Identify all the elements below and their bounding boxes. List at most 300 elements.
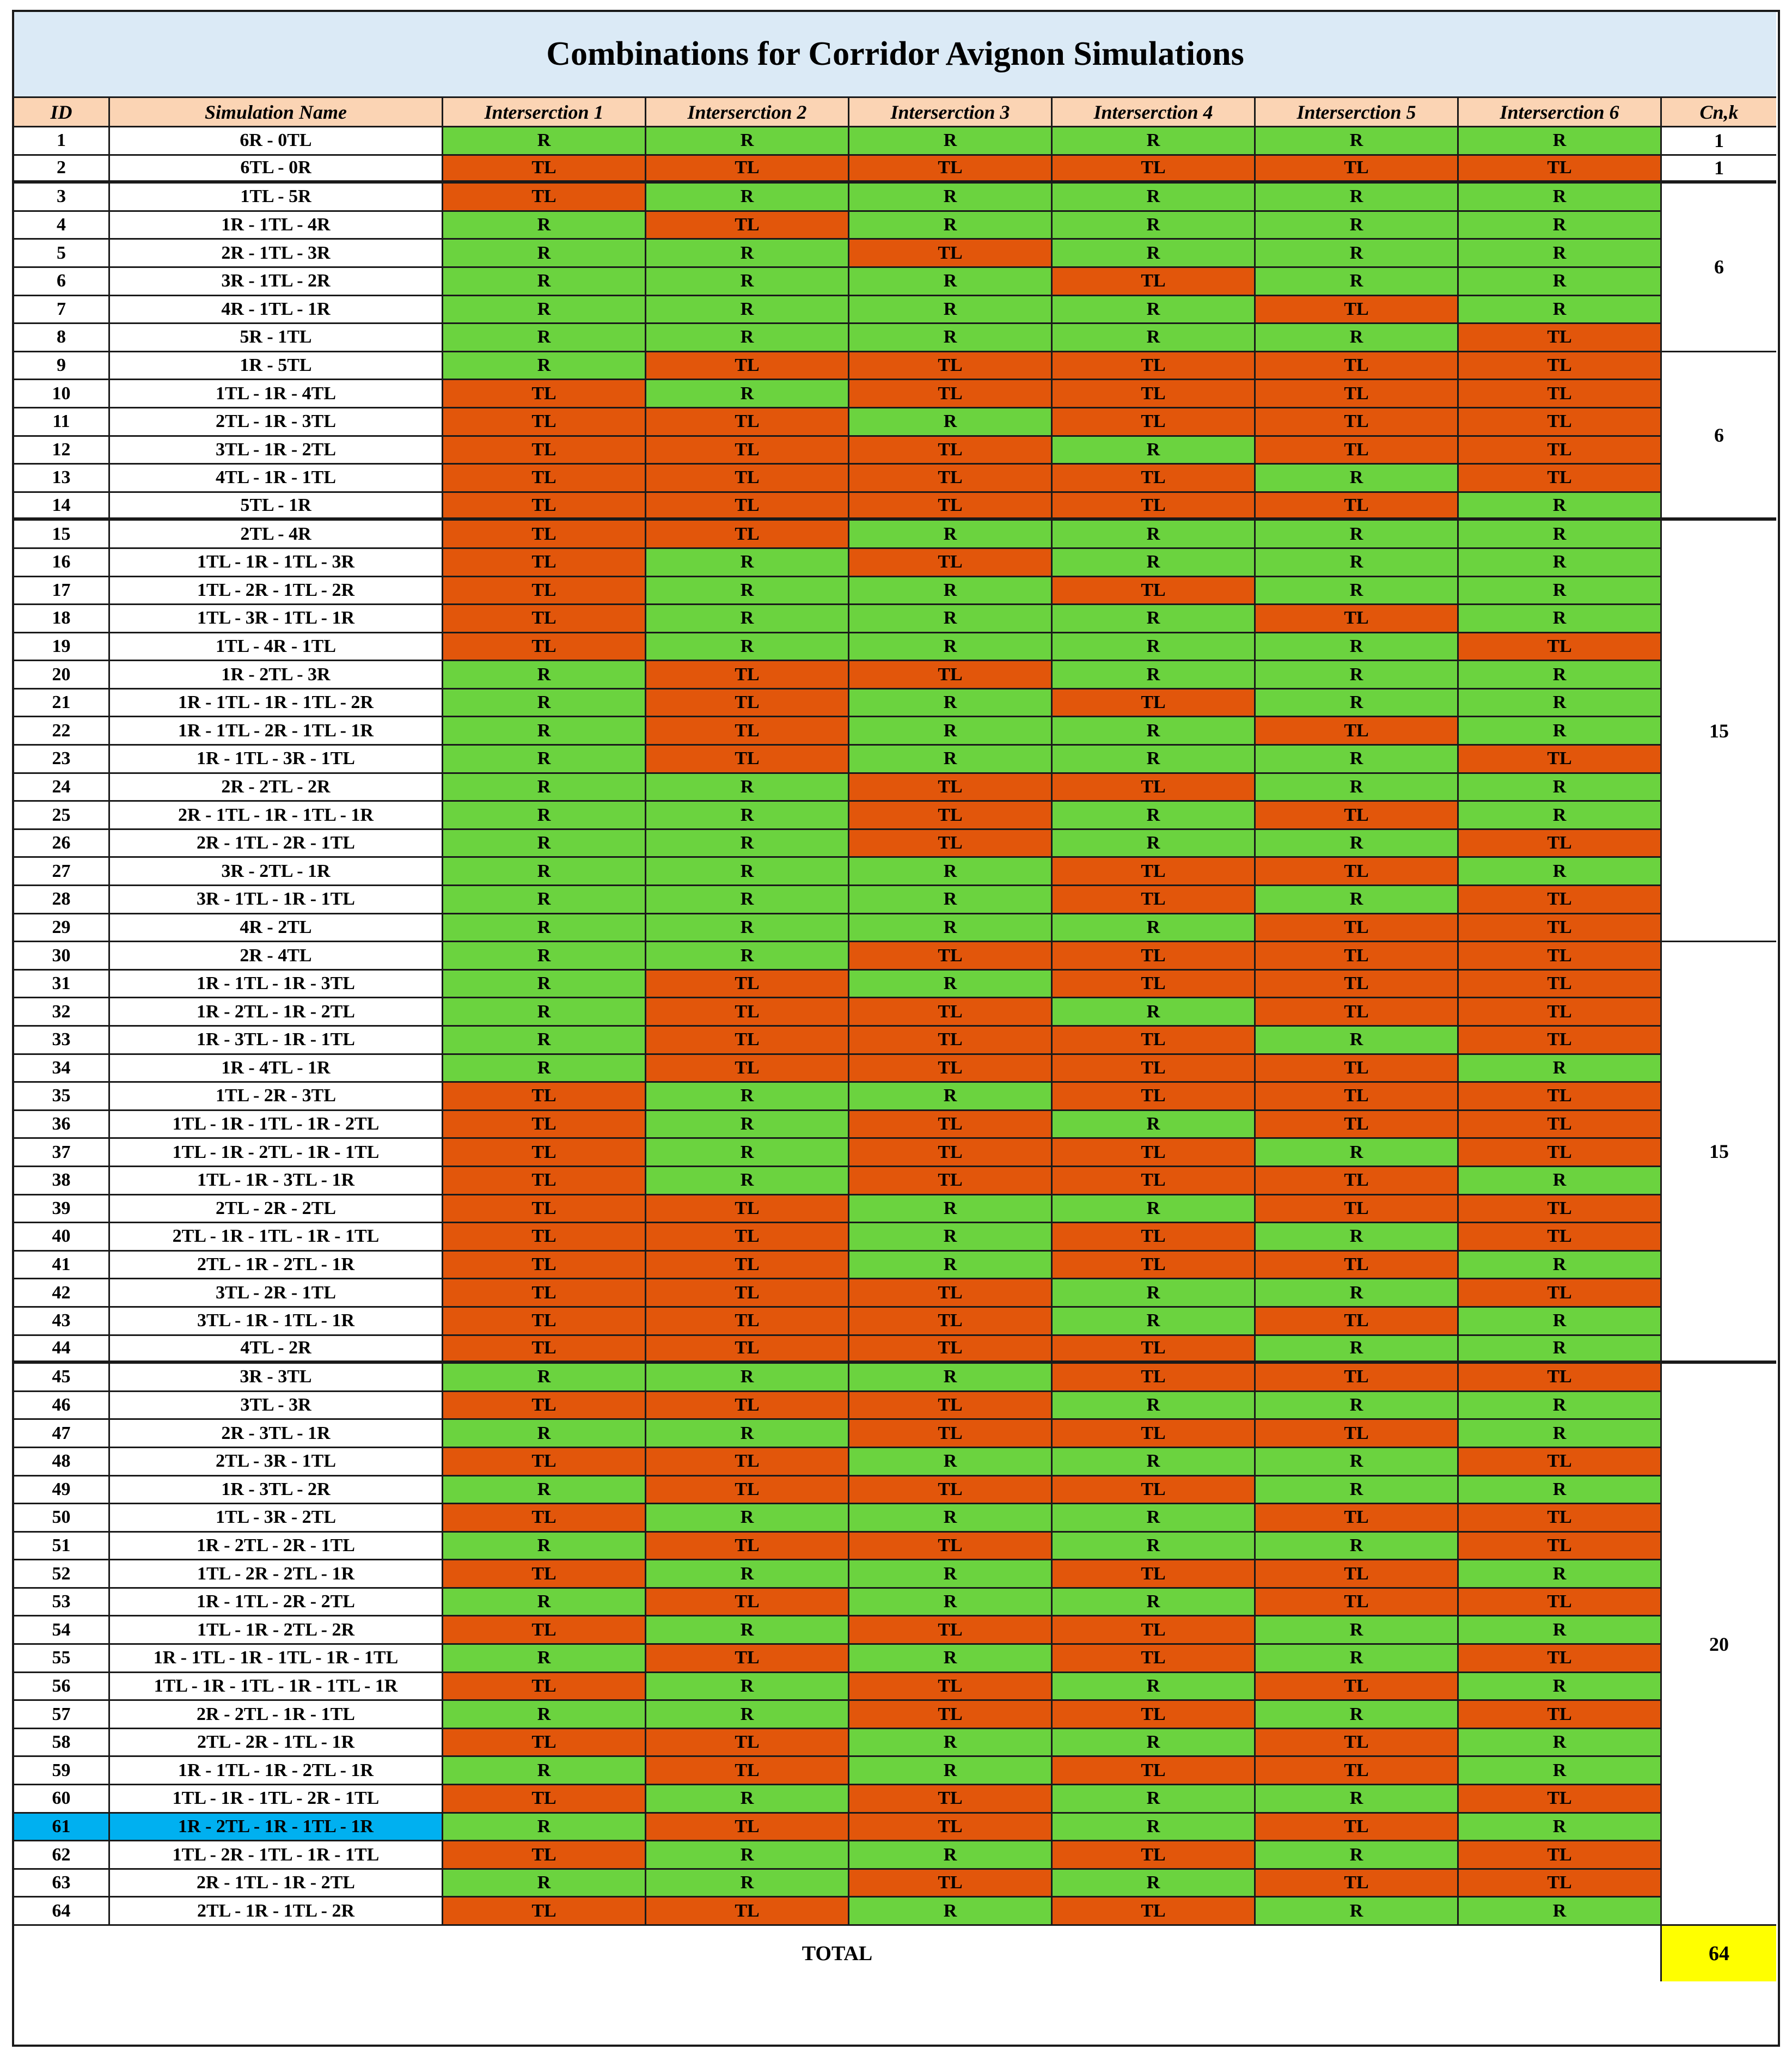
intersection-cell: TL (646, 717, 849, 746)
row-id-cell: 54 (14, 1616, 110, 1645)
simulation-name-cell: 2R - 1TL - 1R - 1TL - 1R (110, 802, 443, 830)
intersection-cell: R (1459, 268, 1662, 296)
intersection-cell: R (1256, 521, 1459, 549)
intersection-cell: TL (849, 1420, 1053, 1448)
intersection-cell: TL (443, 521, 646, 549)
intersection-cell: TL (1053, 577, 1256, 606)
simulation-name-cell: 4R - 2TL (110, 914, 443, 943)
intersection-cell: R (1459, 1392, 1662, 1420)
intersection-cell: TL (1459, 942, 1662, 971)
intersection-cell: R (1256, 774, 1459, 802)
intersection-cell: TL (1459, 437, 1662, 465)
intersection-cell: TL (1256, 437, 1459, 465)
row-id-cell: 16 (14, 549, 110, 577)
intersection-cell: TL (1053, 465, 1256, 493)
combinations-table (12, 10, 1780, 2047)
intersection-cell: R (443, 296, 646, 325)
intersection-cell: TL (1053, 1252, 1256, 1280)
simulation-name-cell: 1TL - 1R - 1TL - 3R (110, 549, 443, 577)
intersection-cell: TL (1256, 971, 1459, 999)
simulation-name-cell: 1TL - 5R (110, 184, 443, 212)
intersection-cell: TL (1459, 1785, 1662, 1814)
intersection-cell: R (1459, 774, 1662, 802)
intersection-cell: R (1256, 690, 1459, 718)
intersection-cell: TL (646, 971, 849, 999)
intersection-cell: R (1256, 324, 1459, 352)
intersection-cell: R (1053, 1279, 1256, 1308)
intersection-cell: R (443, 914, 646, 943)
intersection-cell: R (1459, 605, 1662, 633)
intersection-cell: R (1459, 802, 1662, 830)
intersection-cell: R (443, 746, 646, 774)
intersection-cell: TL (1459, 465, 1662, 493)
intersection-cell: TL (646, 1533, 849, 1561)
intersection-cell: R (849, 1757, 1053, 1785)
intersection-cell: R (1256, 268, 1459, 296)
intersection-cell: TL (1256, 1560, 1459, 1589)
intersection-cell: TL (849, 240, 1053, 268)
intersection-cell: TL (1053, 1223, 1256, 1252)
intersection-cell: TL (443, 465, 646, 493)
simulation-name-cell: 1TL - 1R - 2TL - 1R - 1TL (110, 1139, 443, 1167)
intersection-cell: R (1459, 1477, 1662, 1505)
intersection-cell: TL (646, 1477, 849, 1505)
intersection-cell: TL (1459, 830, 1662, 858)
row-id-cell: 31 (14, 971, 110, 999)
simulation-name-cell: 1TL - 3R - 2TL (110, 1504, 443, 1533)
simulation-name-cell: 1R - 2TL - 1R - 2TL (110, 998, 443, 1027)
intersection-cell: R (1256, 549, 1459, 577)
row-id-cell: 25 (14, 802, 110, 830)
intersection-cell: R (1256, 1223, 1459, 1252)
intersection-cell: R (1459, 661, 1662, 690)
intersection-cell: TL (1053, 1364, 1256, 1392)
intersection-cell: TL (443, 1841, 646, 1870)
intersection-cell: TL (443, 633, 646, 662)
intersection-cell: R (849, 127, 1053, 156)
row-id-cell: 32 (14, 998, 110, 1027)
intersection-cell: TL (443, 1167, 646, 1195)
simulation-name-cell: 1R - 1TL - 3R - 1TL (110, 746, 443, 774)
intersection-cell: R (849, 858, 1053, 886)
intersection-cell: R (1459, 858, 1662, 886)
intersection-cell: R (443, 971, 646, 999)
intersection-cell: R (1053, 998, 1256, 1027)
row-id-cell: 1 (14, 127, 110, 156)
intersection-cell: R (646, 774, 849, 802)
intersection-cell: R (1459, 1673, 1662, 1701)
simulation-name-cell: 2R - 1TL - 1R - 2TL (110, 1870, 443, 1898)
simulation-name-cell: 2TL - 4R (110, 521, 443, 549)
intersection-cell: R (1053, 1308, 1256, 1336)
row-id-cell: 29 (14, 914, 110, 943)
intersection-cell: R (1053, 717, 1256, 746)
intersection-cell: R (1053, 633, 1256, 662)
intersection-cell: TL (849, 549, 1053, 577)
intersection-cell: R (443, 1055, 646, 1083)
intersection-cell: TL (849, 1701, 1053, 1729)
intersection-cell: R (849, 408, 1053, 437)
intersection-cell: TL (646, 1336, 849, 1364)
intersection-cell: R (646, 1139, 849, 1167)
intersection-cell: R (849, 717, 1053, 746)
intersection-cell: R (646, 830, 849, 858)
simulation-name-cell: 2R - 1TL - 2R - 1TL (110, 830, 443, 858)
cnk-cell: 15 (1662, 942, 1776, 1364)
intersection-cell: R (849, 1504, 1053, 1533)
intersection-cell: TL (1459, 1139, 1662, 1167)
intersection-cell: TL (443, 1729, 646, 1758)
simulation-name-cell: 2TL - 2R - 1TL - 1R (110, 1729, 443, 1758)
intersection-cell: R (849, 633, 1053, 662)
row-id-cell: 12 (14, 437, 110, 465)
row-id-cell: 56 (14, 1673, 110, 1701)
intersection-cell: TL (443, 156, 646, 184)
simulation-name-cell: 1TL - 1R - 3TL - 1R (110, 1167, 443, 1195)
intersection-cell: TL (849, 1477, 1053, 1505)
intersection-cell: TL (1053, 971, 1256, 999)
row-id-cell: 40 (14, 1223, 110, 1252)
intersection-cell: R (646, 1560, 849, 1589)
simulation-name-cell: 1R - 1TL - 4R (110, 212, 443, 240)
intersection-cell: R (443, 1870, 646, 1898)
intersection-cell: TL (849, 156, 1053, 184)
header-intersection-5: Interserction 5 (1256, 98, 1459, 127)
intersection-cell: R (646, 184, 849, 212)
intersection-cell: TL (1256, 858, 1459, 886)
intersection-cell: R (1256, 127, 1459, 156)
row-id-cell: 30 (14, 942, 110, 971)
simulation-name-cell: 2R - 2TL - 1R - 1TL (110, 1701, 443, 1729)
intersection-cell: TL (1053, 408, 1256, 437)
intersection-cell: R (1053, 1392, 1256, 1420)
intersection-cell: R (1459, 240, 1662, 268)
intersection-cell: R (1053, 1870, 1256, 1898)
intersection-cell: R (646, 1111, 849, 1139)
intersection-cell: R (443, 240, 646, 268)
header-intersection-6: Interserction 6 (1459, 98, 1662, 127)
table-title: Combinations for Corridor Avignon Simulations (14, 12, 1776, 98)
intersection-cell: R (849, 1364, 1053, 1392)
simulation-name-cell: 3TL - 1R - 1TL - 1R (110, 1308, 443, 1336)
row-id-cell: 42 (14, 1279, 110, 1308)
intersection-cell: R (1256, 1448, 1459, 1477)
intersection-cell: R (1256, 577, 1459, 606)
intersection-cell: TL (443, 1448, 646, 1477)
intersection-cell: R (646, 886, 849, 914)
intersection-cell: R (443, 830, 646, 858)
intersection-cell: TL (1256, 914, 1459, 943)
row-id-cell: 6 (14, 268, 110, 296)
intersection-cell: R (1459, 1757, 1662, 1785)
intersection-cell: R (1256, 1139, 1459, 1167)
intersection-cell: TL (443, 1785, 646, 1814)
intersection-cell: TL (646, 1279, 849, 1308)
intersection-cell: TL (1459, 971, 1662, 999)
intersection-cell: R (646, 296, 849, 325)
simulation-name-cell: 1R - 2TL - 3R (110, 661, 443, 690)
intersection-cell: R (443, 942, 646, 971)
intersection-cell: R (646, 577, 849, 606)
intersection-cell: R (849, 1898, 1053, 1926)
simulation-name-cell: 3TL - 1R - 2TL (110, 437, 443, 465)
intersection-cell: TL (849, 998, 1053, 1027)
row-id-cell: 21 (14, 690, 110, 718)
simulation-name-cell: 1TL - 1R - 1TL - 2R - 1TL (110, 1785, 443, 1814)
intersection-cell: TL (1459, 1533, 1662, 1561)
intersection-cell: TL (1053, 1027, 1256, 1055)
intersection-cell: TL (646, 493, 849, 521)
simulation-name-cell: 2TL - 2R - 2TL (110, 1195, 443, 1224)
row-id-cell: 53 (14, 1589, 110, 1617)
intersection-cell: R (849, 1223, 1053, 1252)
intersection-cell: R (1459, 1055, 1662, 1083)
intersection-cell: R (1256, 1392, 1459, 1420)
intersection-cell: TL (646, 998, 849, 1027)
intersection-cell: R (443, 886, 646, 914)
intersection-cell: R (646, 1701, 849, 1729)
intersection-cell: R (646, 1785, 849, 1814)
intersection-cell: R (1459, 1616, 1662, 1645)
intersection-cell: TL (1053, 1841, 1256, 1870)
intersection-cell: TL (646, 1195, 849, 1224)
intersection-cell: R (1053, 212, 1256, 240)
intersection-cell: TL (1256, 352, 1459, 381)
row-id-cell: 33 (14, 1027, 110, 1055)
intersection-cell: TL (1053, 1645, 1256, 1673)
intersection-cell: TL (849, 1027, 1053, 1055)
simulation-name-cell: 1R - 1TL - 2R - 1TL - 1R (110, 717, 443, 746)
intersection-cell: R (1459, 1560, 1662, 1589)
intersection-cell: TL (1053, 690, 1256, 718)
intersection-cell: TL (1256, 717, 1459, 746)
row-id-cell: 60 (14, 1785, 110, 1814)
intersection-cell: TL (1459, 1223, 1662, 1252)
intersection-cell: TL (1256, 1308, 1459, 1336)
intersection-cell: R (1053, 324, 1256, 352)
intersection-cell: R (1459, 1167, 1662, 1195)
simulation-name-cell: 1TL - 2R - 1TL - 1R - 1TL (110, 1841, 443, 1870)
intersection-cell: R (849, 1083, 1053, 1111)
row-id-cell: 27 (14, 858, 110, 886)
row-id-cell: 48 (14, 1448, 110, 1477)
intersection-cell: R (849, 521, 1053, 549)
intersection-cell: TL (1053, 1055, 1256, 1083)
intersection-cell: R (1053, 240, 1256, 268)
intersection-cell: TL (443, 1279, 646, 1308)
simulation-name-cell: 2TL - 1R - 1TL - 1R - 1TL (110, 1223, 443, 1252)
intersection-cell: TL (1256, 380, 1459, 408)
intersection-cell: R (1459, 212, 1662, 240)
row-id-cell: 22 (14, 717, 110, 746)
intersection-cell: TL (1459, 1841, 1662, 1870)
intersection-cell: TL (646, 1308, 849, 1336)
intersection-cell: R (646, 942, 849, 971)
intersection-cell: TL (1053, 1616, 1256, 1645)
intersection-cell: TL (646, 1898, 849, 1926)
intersection-cell: R (849, 1560, 1053, 1589)
intersection-cell: TL (849, 1279, 1053, 1308)
intersection-cell: R (1053, 802, 1256, 830)
intersection-cell: TL (1459, 1504, 1662, 1533)
row-id-cell: 57 (14, 1701, 110, 1729)
row-id-cell: 38 (14, 1167, 110, 1195)
intersection-cell: TL (1053, 268, 1256, 296)
intersection-cell: R (1053, 1195, 1256, 1224)
intersection-cell: R (1459, 127, 1662, 156)
intersection-cell: R (1459, 717, 1662, 746)
intersection-cell: TL (443, 605, 646, 633)
intersection-cell: R (646, 802, 849, 830)
intersection-cell: TL (849, 352, 1053, 381)
intersection-cell: R (646, 1167, 849, 1195)
intersection-cell: R (1256, 1898, 1459, 1926)
simulation-name-cell: 3R - 2TL - 1R (110, 858, 443, 886)
header-intersection-2: Interserction 2 (646, 98, 849, 127)
simulation-name-cell: 6TL - 0R (110, 156, 443, 184)
intersection-cell: TL (443, 408, 646, 437)
simulation-name-cell: 5R - 1TL (110, 324, 443, 352)
intersection-cell: TL (1256, 1364, 1459, 1392)
intersection-cell: R (646, 1083, 849, 1111)
intersection-cell: TL (1256, 1870, 1459, 1898)
simulation-name-cell: 2TL - 3R - 1TL (110, 1448, 443, 1477)
intersection-cell: R (1256, 1477, 1459, 1505)
intersection-cell: R (1459, 1898, 1662, 1926)
intersection-cell: R (1459, 1308, 1662, 1336)
intersection-cell: TL (849, 1308, 1053, 1336)
intersection-cell: TL (443, 184, 646, 212)
simulation-name-cell: 1R - 1TL - 2R - 2TL (110, 1589, 443, 1617)
intersection-cell: TL (849, 437, 1053, 465)
intersection-cell: TL (1459, 352, 1662, 381)
intersection-cell: TL (443, 1223, 646, 1252)
intersection-cell: R (1053, 830, 1256, 858)
intersection-cell: TL (646, 1814, 849, 1842)
total-value: 64 (1662, 1926, 1776, 1981)
row-id-cell: 17 (14, 577, 110, 606)
simulation-name-cell: 1TL - 4R - 1TL (110, 633, 443, 662)
intersection-cell: TL (1459, 1364, 1662, 1392)
intersection-cell: R (849, 886, 1053, 914)
intersection-cell: TL (1053, 1757, 1256, 1785)
row-id-cell: 19 (14, 633, 110, 662)
intersection-cell: TL (443, 1560, 646, 1589)
intersection-cell: TL (443, 437, 646, 465)
intersection-cell: R (1459, 493, 1662, 521)
row-id-cell: 14 (14, 493, 110, 521)
simulation-name-cell: 2R - 2TL - 2R (110, 774, 443, 802)
intersection-cell: R (646, 1420, 849, 1448)
simulation-name-cell: 2TL - 1R - 2TL - 1R (110, 1252, 443, 1280)
intersection-cell: R (443, 1701, 646, 1729)
intersection-cell: TL (1053, 774, 1256, 802)
simulation-name-cell: 1R - 3TL - 1R - 1TL (110, 1027, 443, 1055)
intersection-cell: R (1256, 1027, 1459, 1055)
header-intersection-3: Interserction 3 (849, 98, 1053, 127)
row-id-cell: 43 (14, 1308, 110, 1336)
intersection-cell: R (1256, 240, 1459, 268)
intersection-cell: R (1256, 633, 1459, 662)
cnk-cell: 6 (1662, 184, 1776, 352)
intersection-cell: R (1256, 1701, 1459, 1729)
intersection-cell: TL (849, 774, 1053, 802)
simulation-name-cell: 3R - 1TL - 2R (110, 268, 443, 296)
intersection-cell: TL (1459, 1448, 1662, 1477)
intersection-cell: TL (849, 1870, 1053, 1898)
row-id-cell: 34 (14, 1055, 110, 1083)
intersection-cell: TL (849, 1814, 1053, 1842)
intersection-cell: R (646, 240, 849, 268)
intersection-cell: TL (443, 1083, 646, 1111)
intersection-cell: R (1459, 1336, 1662, 1364)
intersection-cell: TL (1459, 1195, 1662, 1224)
intersection-cell: TL (1256, 1167, 1459, 1195)
intersection-cell: R (646, 914, 849, 943)
intersection-cell: TL (1459, 633, 1662, 662)
intersection-cell: TL (443, 549, 646, 577)
intersection-cell: TL (1256, 1252, 1459, 1280)
intersection-cell: R (849, 1729, 1053, 1758)
row-id-cell: 47 (14, 1420, 110, 1448)
intersection-cell: R (1053, 184, 1256, 212)
intersection-cell: R (443, 1814, 646, 1842)
header-intersection-1: Interserction 1 (443, 98, 646, 127)
intersection-cell: R (443, 1589, 646, 1617)
intersection-cell: TL (1053, 1560, 1256, 1589)
intersection-cell: TL (646, 465, 849, 493)
intersection-cell: R (443, 1477, 646, 1505)
intersection-cell: TL (1053, 352, 1256, 381)
intersection-cell: R (849, 1448, 1053, 1477)
intersection-cell: TL (646, 156, 849, 184)
row-id-cell: 15 (14, 521, 110, 549)
intersection-cell: R (1256, 661, 1459, 690)
simulation-name-cell: 3R - 1TL - 1R - 1TL (110, 886, 443, 914)
simulation-name-cell: 3TL - 2R - 1TL (110, 1279, 443, 1308)
intersection-cell: R (849, 1645, 1053, 1673)
intersection-cell: TL (1256, 1673, 1459, 1701)
intersection-cell: TL (443, 1616, 646, 1645)
intersection-cell: R (646, 324, 849, 352)
intersection-cell: TL (1256, 1083, 1459, 1111)
row-id-cell: 18 (14, 605, 110, 633)
header-id: ID (14, 98, 110, 127)
intersection-cell: R (1256, 184, 1459, 212)
row-id-cell: 11 (14, 408, 110, 437)
intersection-cell: R (443, 1364, 646, 1392)
intersection-cell: R (1256, 212, 1459, 240)
intersection-cell: R (1053, 437, 1256, 465)
intersection-cell: R (646, 1504, 849, 1533)
intersection-cell: R (443, 802, 646, 830)
intersection-cell: R (1256, 465, 1459, 493)
row-id-cell: 9 (14, 352, 110, 381)
intersection-cell: R (443, 268, 646, 296)
intersection-cell: TL (1459, 156, 1662, 184)
intersection-cell: TL (1459, 1645, 1662, 1673)
intersection-cell: R (646, 858, 849, 886)
intersection-cell: R (849, 184, 1053, 212)
intersection-cell: TL (443, 1336, 646, 1364)
intersection-cell: R (646, 1616, 849, 1645)
row-id-cell: 50 (14, 1504, 110, 1533)
intersection-cell: TL (1053, 380, 1256, 408)
intersection-cell: R (1459, 1420, 1662, 1448)
intersection-cell: TL (646, 408, 849, 437)
intersection-cell: TL (443, 1308, 646, 1336)
intersection-cell: TL (1053, 156, 1256, 184)
